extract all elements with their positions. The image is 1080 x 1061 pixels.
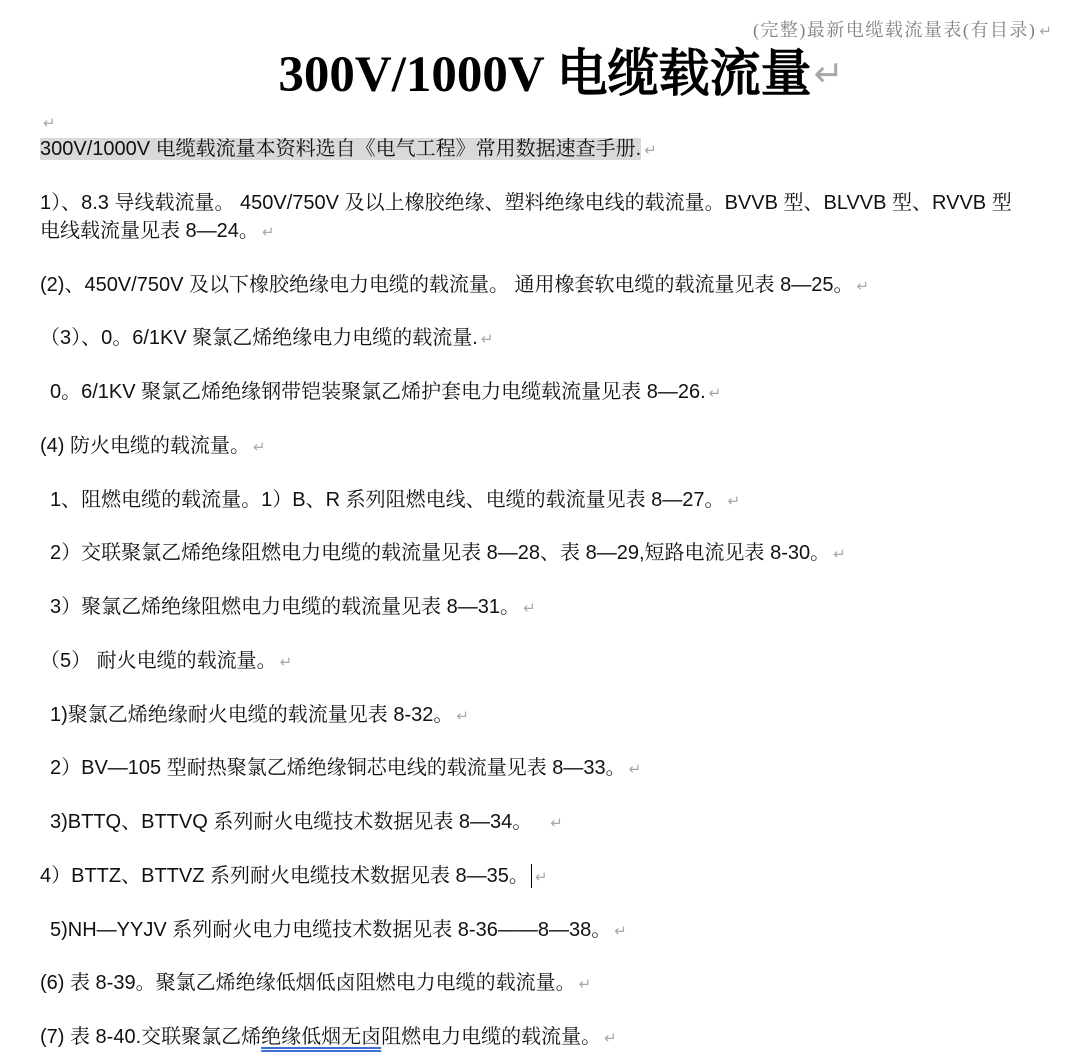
paragraph-text: (2)、450V/750V 及以下橡胶绝缘电力电缆的载流量。 通用橡套软电缆的载流量见表 8—25。	[40, 273, 854, 296]
text-line-wrapper	[40, 217, 1060, 245]
paragraph-mark: ↵	[523, 599, 536, 617]
item-flame-retardant-2[interactable]	[40, 539, 1060, 567]
grammar-flagged-text: 绝缘低烟无卤	[261, 1026, 382, 1048]
paragraph-mark: ↵	[43, 114, 56, 132]
paragraph-text: 2）BV—105 型耐热聚氯乙烯绝缘铜芯电线的载流量见表 8—33。	[50, 757, 626, 780]
paragraph-mark: ↵	[253, 437, 266, 456]
header-text: (完整)最新电缆载流量表(有目录)	[752, 20, 1037, 40]
paragraph-text: 5)NH—YYJV 系列耐火电力电缆技术数据见表 8-36——8—38。	[50, 918, 612, 941]
text-cursor	[531, 864, 532, 888]
paragraph-mark: ↵	[628, 760, 642, 779]
paragraph-mark: ↵	[604, 1029, 617, 1047]
paragraph-text: 3）聚氯乙烯绝缘阻燃电力电缆的载流量见表 8—31。	[50, 596, 521, 618]
paragraph-5-fire-resistant-cables[interactable]	[40, 647, 1060, 675]
item-fire-resistant-1[interactable]	[40, 701, 1060, 729]
item-flame-retardant-3[interactable]	[40, 593, 1060, 621]
paragraph-mark: ↵	[833, 545, 846, 564]
paragraph-mark: ↵	[727, 491, 741, 510]
item-flame-retardant-1[interactable]	[40, 486, 1060, 514]
paragraph-mark: ↵	[261, 222, 275, 241]
paragraph-mark: ↵	[614, 921, 627, 940]
title-paragraph[interactable]	[40, 44, 1050, 106]
text-line: 1）、8.3 导线载流量。 450V/750V 及以上橡胶绝缘、塑料绝缘电线的载流量。BVVB 型、BLVVB 型、RVVB 型	[40, 191, 1012, 214]
paragraph-text: 3)BTTQ、BTTVQ 系列耐火电缆技术数据见表 8—34。	[50, 811, 533, 833]
paragraph-mark: ↵	[480, 330, 494, 349]
paragraph-text: （5） 耐火电缆的载流量。	[40, 649, 277, 672]
highlighted-text: 300V/1000V 电缆载流量本资料选自《电气工程》常用数据速查手册.	[40, 138, 642, 160]
paragraph-text: (6) 表 8-39。聚氯乙烯绝缘低烟低卤阻燃电力电缆的载流量。	[40, 972, 576, 995]
paragraph-mark: ↵	[578, 975, 592, 994]
paragraph-6-low-smoke-low-halogen[interactable]	[40, 969, 1060, 997]
text-line: 电线载流量见表 8—24。	[40, 219, 259, 242]
item-fire-resistant-5[interactable]	[40, 916, 1060, 944]
document-title	[278, 44, 844, 106]
paragraph-text: 2）交联聚氯乙烯绝缘阻燃电力电缆的载流量见表 8—28、表 8—29,短路电流见表 8-30。	[50, 542, 831, 565]
item-fire-resistant-3[interactable]	[40, 808, 1060, 836]
paragraph-7-low-smoke-zero-halogen[interactable]	[40, 1023, 1060, 1051]
document-title-text: 300V/1000V 电缆载流量	[278, 47, 812, 103]
paragraph-mark: ↵	[708, 384, 722, 402]
paragraph-1-wire-ampacity[interactable]	[40, 189, 1060, 245]
paragraph-text: (7) 表 8-40.交联聚氯乙烯	[40, 1026, 262, 1048]
paragraph-mark: ↵	[534, 867, 548, 886]
item-fire-resistant-2[interactable]	[40, 754, 1060, 782]
paragraph-mark: ↵	[644, 141, 657, 159]
paragraph-mark: ↵	[550, 814, 563, 832]
paragraph-text: （3）、0。6/1KV 聚氯乙烯绝缘电力电缆的载流量.	[40, 327, 478, 350]
empty-paragraph[interactable]	[40, 110, 1060, 134]
paragraph-mark: ↵	[813, 54, 844, 95]
paragraph-text: 1、阻燃电缆的载流量。1）B、R 系列阻燃电线、电缆的载流量见表 8—27。	[50, 488, 725, 511]
paragraph-mark: ↵	[856, 276, 870, 295]
item-fire-resistant-4[interactable]	[40, 862, 1060, 890]
paragraph-mark: ↵	[1039, 22, 1052, 40]
paragraph-3-pvc-power-cable-ampacity[interactable]	[40, 324, 1060, 352]
paragraph-mark: ↵	[456, 706, 469, 725]
document-body[interactable]	[40, 110, 1060, 1051]
paragraph-text: (4) 防火电缆的载流量。	[40, 434, 250, 457]
paragraph-text: 阻燃电力电缆的载流量。	[381, 1026, 602, 1048]
running-header	[753, 18, 1052, 42]
paragraph-mark: ↵	[279, 652, 293, 671]
paragraph-text: 1)聚氯乙烯绝缘耐火电缆的载流量见表 8-32。	[50, 703, 454, 726]
paragraph-text: 0。6/1KV 聚氯乙烯绝缘钢带铠装聚氯乙烯护套电力电缆载流量见表 8—26.	[50, 381, 706, 403]
paragraph-4-fire-protection-cables[interactable]	[40, 432, 1060, 460]
paragraph-text: 4）BTTZ、BTTVZ 系列耐火电缆技术数据见表 8—35。	[40, 864, 529, 887]
paragraph-armored-pvc-cable[interactable]	[40, 378, 1060, 406]
intro-paragraph[interactable]	[40, 135, 1060, 163]
paragraph-2-rubber-cable-ampacity[interactable]	[40, 271, 1060, 299]
